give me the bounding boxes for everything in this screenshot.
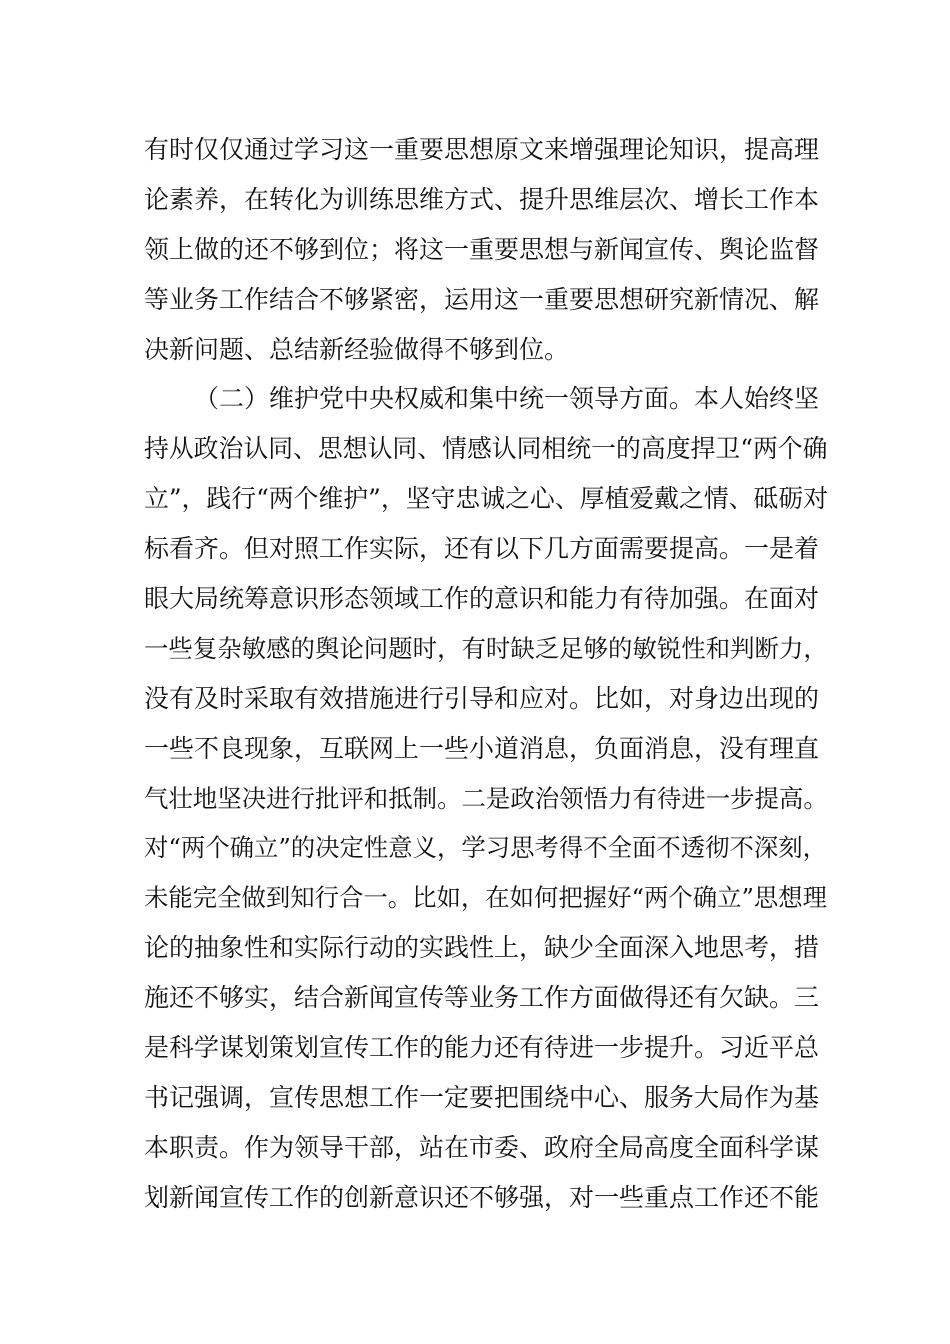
text-line: 立”，践行“两个维护”，坚守忠诚之心、厚植爱戴之情、砥砺对 xyxy=(144,484,829,514)
body-text xyxy=(144,129,829,1227)
text-line: 施还不够实，结合新闻宣传等业务工作方面做得还有欠缺。三 xyxy=(144,983,820,1013)
text-line: 未能完全做到知行合一。比如，在如何把握好“两个确立”思想理 xyxy=(144,883,828,913)
text-line: 没有及时采取有效措施进行引导和应对。比如，对身边出现的 xyxy=(144,683,820,713)
text-line: 标看齐。但对照工作实际，还有以下几方面需要提高。一是着 xyxy=(144,534,820,564)
text-line: 领上做的还不够到位；将这一重要思想与新闻宣传、舆论监督 xyxy=(144,234,820,264)
text-line: 是科学谋划策划宣传工作的能力还有待进一步提升。习近平总 xyxy=(144,1033,820,1063)
text-line: 眼大局统筹意识形态领域工作的意识和能力有待加强。在面对 xyxy=(144,584,820,614)
text-line: 对“两个确立”的决定性意义，学习思考得不全面不透彻不深刻， xyxy=(144,833,828,863)
text-line: 本职责。作为领导干部，站在市委、政府全局高度全面科学谋 xyxy=(144,1132,820,1162)
text-line: 有时仅仅通过学习这一重要思想原文来增强理论知识，提高理 xyxy=(144,135,820,164)
text-line: 持从政治认同、思想认同、情感认同相统一的高度捍卫“两个确 xyxy=(144,434,828,464)
text-line: 等业务工作结合不够紧密，运用这一重要思想研究新情况、解 xyxy=(144,284,820,314)
text-line: 划新闻宣传工作的创新意识还不够强，对一些重点工作还不能 xyxy=(144,1182,820,1212)
text-line: 论的抽象性和实际行动的实践性上，缺少全面深入地思考，措 xyxy=(144,933,820,963)
text-line: 一些复杂敏感的舆论问题时，有时缺乏足够的敏锐性和判断力， xyxy=(144,633,828,663)
text-line: 决新问题、总结新经验做得不够到位。 xyxy=(144,334,570,364)
text-line: 一些不良现象，互联网上一些小道消息，负面消息，没有理直 xyxy=(144,733,820,763)
text-line: 气壮地坚决进行批评和抵制。二是政治领悟力有待进一步提高。 xyxy=(144,783,828,813)
section-heading-line: （二）维护党中央权威和集中统一领导方面。本人始终坚 xyxy=(194,384,820,414)
text-line: 书记强调，宣传思想工作一定要把围绕中心、服务大局作为基 xyxy=(144,1082,820,1112)
text-line: 论素养，在转化为训练思维方式、提升思维层次、增长工作本 xyxy=(144,184,820,214)
